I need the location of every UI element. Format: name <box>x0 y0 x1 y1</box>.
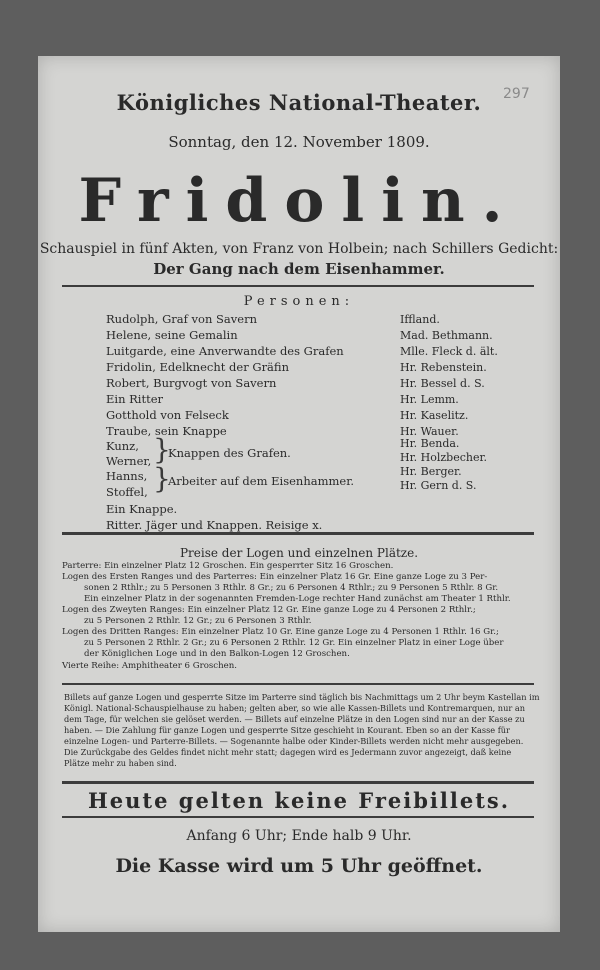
cast-actor: Hr. Holzbecher. <box>400 451 488 464</box>
knappen-group-label: Knappen des Grafen. <box>168 446 291 460</box>
notice-line: einzelne Logen- und Parterre-Billets. — Sogenannte halbe oder Kinder-Billets werden nicht mehr ausgegeben. <box>64 736 524 746</box>
play-subtitle-line2: Der Gang nach dem Eisenhammer. <box>153 260 445 278</box>
cast-role: Traube, sein Knappe <box>106 424 227 438</box>
cast-actor: Hr. Benda. <box>400 437 460 450</box>
price-line: Parterre: Ein einzelner Platz 12 Groschen. Ein gesperrter Sitz 16 Groschen. <box>62 561 394 571</box>
play-subtitle-line1: Schauspiel in fünf Akten, von Franz von Holbein; nach Schillers Gedicht: <box>39 241 559 257</box>
cast-role: Werner, <box>106 454 152 468</box>
brace-glyph: } <box>153 433 171 466</box>
divider-freibillets-bottom <box>62 816 534 818</box>
cast-actor: Iffland. <box>400 313 440 326</box>
cast-actor: Hr. Berger. <box>400 465 462 478</box>
cast-actor: Mad. Bethmann. <box>400 329 493 342</box>
start-end-time: Anfang 6 Uhr; Ende halb 9 Uhr. <box>186 828 412 844</box>
cast-role: Robert, Burgvogt von Savern <box>106 376 277 390</box>
cast-actor: Hr. Rebenstein. <box>400 361 487 374</box>
divider-freibillets-top <box>62 781 534 784</box>
cast-actor: Hr. Wauer. <box>400 425 459 438</box>
performance-date: Sonntag, den 12. November 1809. <box>168 133 430 151</box>
price-line: Logen des Zweyten Ranges: Ein einzelner Platz 12 Gr. Eine ganze Loge zu 4 Personen 2 Rthlr.; <box>62 605 476 615</box>
cast-role: Luitgarde, eine Anverwandte des Grafen <box>106 344 344 358</box>
brace-glyph: } <box>153 462 171 495</box>
notice-line: Die Zurückgabe des Geldes findet nicht mehr statt; dagegen wird es Jedermann zuvor angezeigt, daß keine <box>64 747 512 757</box>
cast-role-extra: Ritter. Jäger und Knappen. Reisige x. <box>106 518 323 532</box>
archive-page-number: 297 <box>503 86 530 102</box>
divider-cast-end <box>62 532 534 535</box>
price-line: zu 5 Personen 2 Rthlr. 12 Gr.; zu 6 Personen 3 Rthlr. <box>84 616 312 626</box>
box-office-opening: Die Kasse wird um 5 Uhr geöffnet. <box>115 855 483 877</box>
price-line: zu 5 Personen 2 Rthlr. 2 Gr.; zu 6 Personen 2 Rthlr. 12 Gr. Ein einzelner Platz in einer Loge über <box>84 638 504 648</box>
cast-actor: Hr. Kaselitz. <box>400 409 469 422</box>
freibillets-notice: Heute gelten keine Freibillets. <box>87 788 511 813</box>
cast-actor: Hr. Gern d. S. <box>400 479 477 492</box>
notice-line: haben. — Die Zahlung für ganze Logen und gesperrte Sitze geschieht in Kourant. Eben so an der Kasse für <box>64 725 510 735</box>
notice-line: Plätze mehr zu haben sind. <box>64 758 177 768</box>
cast-role: Kunz, <box>106 439 139 453</box>
divider-top <box>62 285 534 287</box>
cast-heading: Personen: <box>243 294 355 309</box>
price-line: Vierte Reihe: Amphitheater 6 Groschen. <box>62 661 237 671</box>
price-line: sonen 2 Rthlr.; zu 5 Personen 3 Rthlr. 8 Gr.; zu 6 Personen 4 Rthlr.; zu 9 Personen 5 Rthlr. 8 Gr. <box>84 583 499 593</box>
divider-prices-end <box>62 683 534 685</box>
cast-actor: Hr. Lemm. <box>400 393 459 406</box>
price-line: der Königlichen Loge und in den Balkon-Logen 12 Groschen. <box>84 649 350 659</box>
cast-role: Ein Ritter <box>106 392 164 406</box>
notice-line: Königl. National-Schauspielhause zu haben; gelten aber, so wie alle Kassen-Billets und Kontremarquen, nur an <box>64 703 526 713</box>
cast-role: Helene, seine Gemalin <box>106 328 238 342</box>
cast-actor: Mlle. Fleck d. ält. <box>400 345 498 358</box>
cast-role: Hanns, <box>106 469 148 483</box>
cast-role: Gotthold von Felseck <box>106 408 229 422</box>
notice-line: Billets auf ganze Logen und gesperrte Sitze im Parterre sind täglich bis Nachmittags um 2 Uhr beym Kastellan im <box>64 692 540 702</box>
play-title: Fridolin. <box>78 166 520 236</box>
price-line: Logen des Ersten Ranges und des Parterres: Ein einzelner Platz 16 Gr. Eine ganze Loge zu 3 Per- <box>62 572 488 582</box>
cast-role-extra: Ein Knappe. <box>106 502 178 516</box>
cast-role: Fridolin, Edelknecht der Gräfin <box>106 360 289 374</box>
prices-heading: Preise der Logen und einzelnen Plätze. <box>179 546 419 560</box>
price-line: Logen des Dritten Ranges: Ein einzelner Platz 10 Gr. Eine ganze Loge zu 4 Personen 1 Rthlr. 16 Gr.; <box>62 627 499 637</box>
cast-actor: Hr. Bessel d. S. <box>400 377 485 390</box>
arbeiter-group-label: Arbeiter auf dem Eisenhammer. <box>168 474 355 488</box>
notice-line: dem Tage, für welchen sie gelöset werden. — Billets auf einzelne Plätze in den Logen sind nur an der Kasse zu <box>64 714 525 724</box>
theater-name: Königliches National-Theater. <box>116 90 482 115</box>
cast-role: Rudolph, Graf von Savern <box>106 312 257 326</box>
cast-role: Stoffel, <box>106 485 148 499</box>
price-line: Ein einzelner Platz in der sogenannten Fremden-Loge rechter Hand zunächst am Theater 1 Rthlr. <box>84 594 511 604</box>
